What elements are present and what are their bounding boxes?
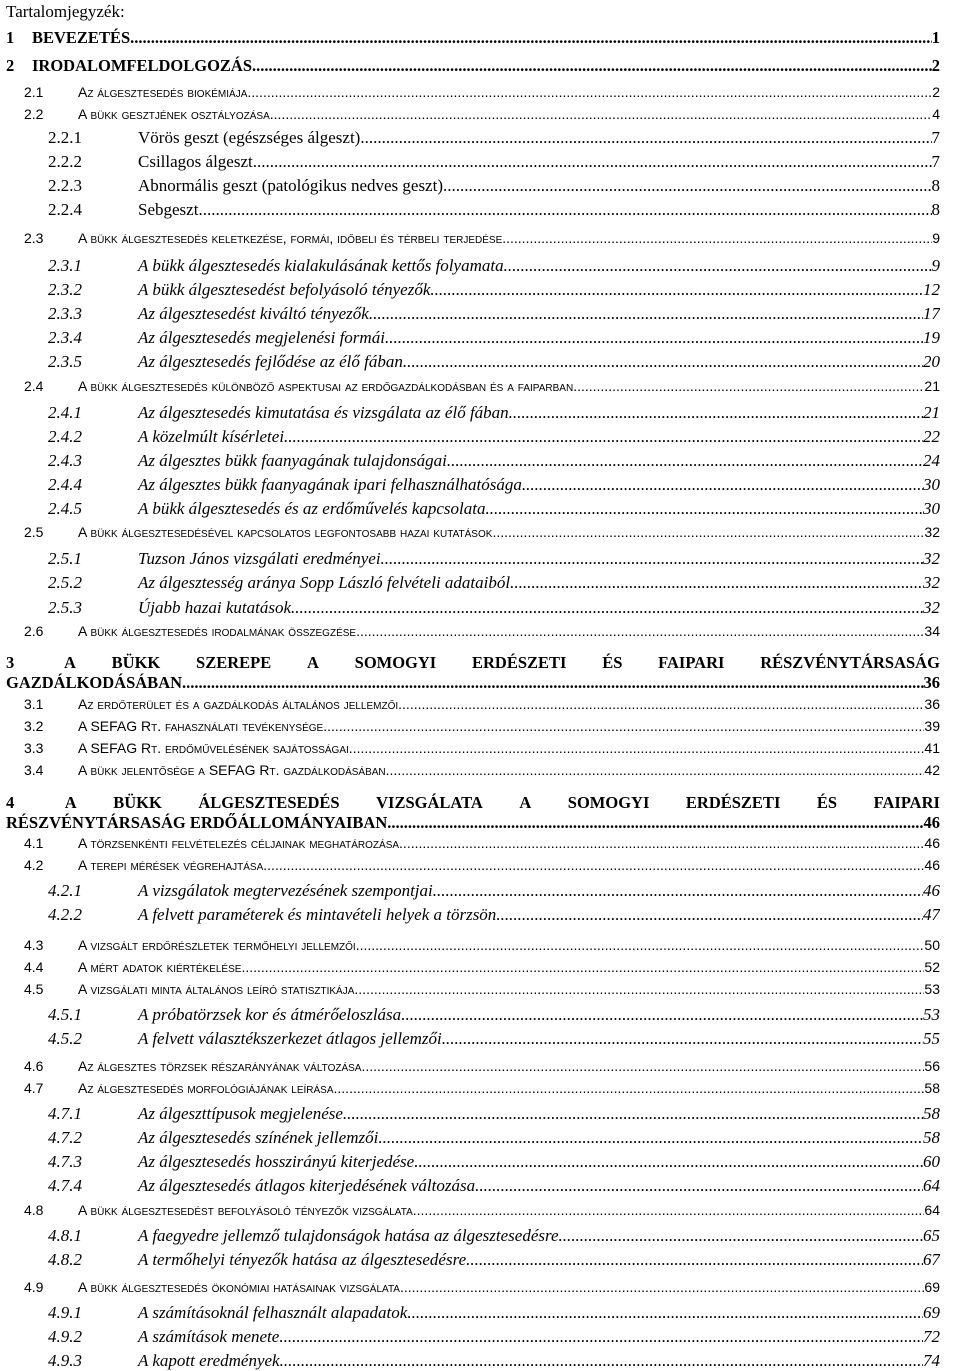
toc-entry-number: 3.1 [24,696,44,712]
toc-leader-dots [291,598,923,618]
toc-entry-number: 4.6 [24,1058,44,1074]
toc-entry-page: 12 [923,280,940,299]
toc-entry-word: ÉS [816,793,838,812]
toc-entry-page: 52 [924,959,940,975]
toc-leader-dots [334,1080,925,1096]
toc-entry-number: 4.7 [24,1080,44,1096]
toc-entry-level3[interactable] [48,1104,940,1124]
toc-entry-number: 3 [6,653,15,672]
toc-entry-level2[interactable] [24,937,940,953]
toc-entry-text: A bükk álgesztesedésével kapcsolatos legfontosabb hazai kutatások [78,524,493,540]
toc-entry-page: 32 [923,598,940,617]
toc-entry-page: 72 [923,1327,940,1346]
toc-entry-page: 58 [924,1080,940,1096]
toc-entry-number: 4.3 [24,937,44,953]
toc-entry-chapter-line1[interactable] [6,793,940,813]
toc-entry-page: 46 [923,813,940,832]
toc-entry-level3[interactable] [48,549,940,569]
toc-entry-page: 2 [932,84,940,100]
toc-leader-dots [400,1279,924,1295]
toc-leader-dots [280,1351,923,1371]
toc-leader-dots [492,524,924,540]
toc-entry-text: A bükk álgesztesedés kialakulásának kettős folyamata [138,256,504,275]
toc-entry-number: 2.4.5 [48,499,82,518]
toc-leader-dots [522,475,923,495]
toc-entry-number: 2.5.1 [48,549,82,568]
toc-leader-dots [475,1176,923,1196]
toc-entry-number: 4.9.2 [48,1327,82,1346]
toc-leader-dots [349,740,925,756]
toc-entry-number: 4.9 [24,1279,44,1295]
toc-entry-page: 53 [923,1005,940,1024]
toc-entry-text: A SEFAG Rt. fahasználati tevékenysége [78,718,324,734]
toc-entry-page: 22 [923,427,940,446]
toc-entry-text: Sebgeszt [138,200,199,219]
toc-entry-text: RÉSZVÉNYTÁRSASÁG ERDŐÁLLOMÁNYAIBAN [6,813,388,832]
toc-entry-number: 4.7.2 [48,1128,82,1147]
toc-leader-dots [442,1029,923,1049]
toc-leader-dots [386,762,925,778]
toc-entry-number: 3.4 [24,762,44,778]
toc-entry-page: 64 [924,1202,940,1218]
toc-leader-dots [279,1327,923,1347]
toc-entry-level2[interactable] [24,1202,940,1218]
toc-entry-level3[interactable] [48,475,940,495]
toc-entry-page: 46 [924,857,940,873]
toc-entry-number: 2.2.4 [48,200,82,219]
toc-entry-chapter-line2[interactable] [6,673,940,693]
toc-entry-page: 20 [923,352,940,371]
toc-entry-page: 58 [923,1104,940,1123]
toc-entry-level2[interactable] [24,378,940,394]
toc-entry-word: A [519,793,532,812]
toc-entry-page: 1 [931,28,940,47]
toc-entry-level2[interactable] [24,762,940,778]
toc-entry-word: SZEREPE [196,653,272,672]
toc-entry-number: 2.6 [24,623,44,639]
toc-entry-page: 41 [924,740,940,756]
toc-entry-level2[interactable] [24,1279,940,1295]
toc-entry-text: Az álgesztesedés színének jellemzői [138,1128,379,1147]
toc-entry-text: A felvett paraméterek és mintavételi helyek a törzsön [138,905,497,924]
toc-entry-level3[interactable] [48,256,940,276]
toc-entry-number: 2.4.4 [48,475,82,494]
toc-entry-number: 4.8 [24,1202,44,1218]
toc-entry-level2[interactable] [24,857,940,873]
toc-entry-number: 2.2.2 [48,152,82,171]
toc-entry-page: 9 [931,256,940,275]
toc-entry-level3[interactable] [48,352,940,372]
toc-entry-page: 17 [923,304,940,323]
toc-leader-dots [241,959,924,975]
toc-entry-word: BÜKK [113,793,162,812]
toc-entry-number: 2.5 [24,524,44,540]
toc-entry-page: 7 [931,128,940,147]
toc-entry-level2[interactable] [24,835,940,851]
toc-entry-level2[interactable] [24,1058,940,1074]
toc-entry-level3[interactable] [48,598,940,618]
toc-entry-text: A számítások menete [138,1327,280,1346]
toc-entry-text: A bükk álgesztesedést befolyásoló tényezők vizsgálata [78,1202,413,1218]
toc-entry-word: SOMOGYI [567,793,650,812]
toc-entry-text: Az álgesztes törzsek részarányának változása [78,1058,362,1074]
toc-leader-dots [496,905,923,925]
toc-entry-level3[interactable] [48,427,940,447]
toc-leader-dots [502,230,932,246]
toc-entry-number: 2.5.2 [48,573,82,592]
toc-entry-number: 2.3.1 [48,256,82,275]
toc-leader-dots [443,176,932,196]
toc-entry-text: A faegyedre jellemző tulajdonságok hatása az álgesztesedésre [138,1226,559,1245]
toc-entry-level3[interactable] [48,499,940,519]
toc-entry-level3[interactable] [48,881,940,901]
toc-leader-dots [182,673,923,693]
toc-entry-level3[interactable] [48,1303,940,1323]
toc-entry-level3[interactable] [48,1250,940,1270]
toc-entry-number: 3.2 [24,718,44,734]
toc-entry-level2[interactable] [24,230,940,246]
toc-leader-dots [360,128,931,148]
toc-entry-text: Vörös geszt (egészséges álgeszt) [138,128,361,147]
toc-leader-dots [403,352,923,372]
toc-entry-page: 42 [924,762,940,778]
toc-entry-level3[interactable] [48,304,940,324]
toc-entry-page: 32 [923,573,940,592]
toc-entry-text: Az álgesztes bükk faanyagának ipari felhasználhatósága [138,475,522,494]
toc-entry-page: 8 [931,176,940,195]
toc-entry-text: BEVEZETÉS [32,28,131,47]
toc-entry-level3[interactable] [48,280,940,300]
toc-entry-text: A bükk jelentősége a SEFAG Rt. gazdálkodásában [78,762,386,778]
toc-entry-level2[interactable] [24,959,940,975]
toc-entry-number: 4.5.1 [48,1005,82,1024]
toc-leader-dots [381,549,923,569]
toc-entry-number: 2.4.2 [48,427,82,446]
toc-leader-dots [253,152,932,172]
toc-leader-dots [369,304,923,324]
toc-entry-level2[interactable] [24,524,940,540]
toc-leader-dots [407,1303,923,1323]
toc-entry-word: RÉSZVÉNYTÁRSASÁG [760,653,940,672]
toc-leader-dots [433,881,923,901]
toc-entry-page: 65 [923,1226,940,1245]
toc-entry-level3[interactable] [48,573,940,593]
toc-entry-page: 30 [923,499,940,518]
toc-entry-level3[interactable] [48,128,940,148]
toc-entry-number: 2.3.2 [48,280,82,299]
toc-entry-text: Az álgesztes bükk faanyagának tulajdonságai [138,451,447,470]
toc-leader-dots [130,28,932,48]
toc-leader-dots [559,1226,923,1246]
toc-entry-text: Újabb hazai kutatások [138,598,291,617]
toc-leader-dots [447,451,923,471]
toc-leader-dots [270,106,932,122]
toc-entry-number: 2.5.3 [48,598,82,617]
toc-entry-number: 4.5.2 [48,1029,82,1048]
toc-entry-number: 4.8.1 [48,1226,82,1245]
toc-entry-number: 2.3.4 [48,328,82,347]
toc-entry-page: 36 [923,673,940,692]
toc-leader-dots [385,328,923,348]
toc-entry-text: A próbatörzsek kor és átmérőeloszlása [138,1005,402,1024]
toc-entry-word: ÉS [602,653,623,672]
toc-entry-page: 60 [923,1152,940,1171]
toc-entry-word: FAIPARI [873,793,940,812]
toc-entry-text: GAZDÁLKODÁSÁBAN [6,673,183,692]
toc-leader-dots [413,1202,925,1218]
toc-entry-page: 56 [924,1058,940,1074]
toc-entry-word: SOMOGYI [354,653,437,672]
toc-entry-text: Abnormális geszt (patológikus nedves geszt) [138,176,443,195]
toc-entry-text: Az álgesztesedés biokémiája [78,84,248,100]
toc-leader-dots [378,1128,923,1148]
toc-entry-text: A mért adatok kiértékelése [78,959,242,975]
toc-entry-word: BÜKK [111,653,161,672]
toc-entry-word: ERDÉSZETI [471,653,567,672]
toc-entry-number: 4.4 [24,959,44,975]
toc-entry-text: Az álgeszttípusok megjelenése [138,1104,343,1123]
toc-entry-text: A számításoknál felhasznált alapadatok [138,1303,408,1322]
toc-leader-dots [323,718,924,734]
toc-entry-level3[interactable] [48,1351,940,1371]
toc-leader-dots [387,813,923,833]
toc-entry-text: A termőhelyi tényezők hatása az álgesztesedésre [138,1250,467,1269]
toc-entry-level3[interactable] [48,176,940,196]
toc-entry-text: Az álgesztesedés hosszirányú kiterjedése [138,1152,415,1171]
toc-entry-number: 4.1 [24,835,44,851]
toc-entry-text: A bükk álgesztesedést befolyásoló tényezők [138,280,431,299]
toc-entry-text: A bükk gesztjének osztályozása [78,106,270,122]
toc-entry-number: 2.3.5 [48,352,82,371]
toc-entry-page: 67 [923,1250,940,1269]
toc-entry-page: 34 [924,623,940,639]
toc-entry-text: A bükk álgesztesedés ökonómiai hatásainak vizsgálata [78,1279,400,1295]
toc-leader-dots [485,499,923,519]
toc-entry-text: Az álgesztesedés fejlődése az élő fában [138,352,403,371]
toc-leader-dots [252,56,932,76]
toc-entry-page: 50 [924,937,940,953]
toc-entry-word: ÁLGESZTESEDÉS [198,793,340,812]
toc-title: Tartalomjegyzék: [6,2,125,21]
toc-leader-dots [509,403,923,423]
toc-entry-level2[interactable] [24,740,940,756]
toc-leader-dots [414,1152,923,1172]
toc-leader-dots [356,937,925,953]
toc-entry-number: 2.1 [24,84,44,100]
toc-leader-dots [466,1250,923,1270]
toc-entry-number: 4.7.4 [48,1176,82,1195]
toc-entry-page: 32 [923,549,940,568]
toc-entry-level1[interactable] [6,28,940,48]
toc-entry-page: 21 [924,378,940,394]
toc-entry-level3[interactable] [48,451,940,471]
toc-leader-dots [401,1005,923,1025]
toc-leader-dots [247,84,932,100]
toc-entry-number: 4.2 [24,857,44,873]
toc-entry-number: 4.2.1 [48,881,82,900]
toc-entry-level3[interactable] [48,1176,940,1196]
toc-entry-chapter-line1[interactable] [6,653,940,673]
toc-entry-page: 9 [932,230,940,246]
toc-entry-number: 4.8.2 [48,1250,82,1269]
toc-entry-page: 36 [924,696,940,712]
toc-entry-text: IRODALOMFELDOLGOZÁS [32,56,253,75]
toc-entry-number: 4.9.1 [48,1303,82,1322]
toc-entry-level2[interactable] [24,1080,940,1096]
toc-entry-number: 2 [6,56,15,75]
toc-entry-word: VIZSGÁLATA [376,793,483,812]
toc-entry-text: A terepi mérések végrehajtása [78,857,264,873]
toc-leader-dots [573,378,924,394]
toc-leader-dots [343,1104,923,1124]
toc-entry-level3[interactable] [48,152,940,172]
toc-entry-page: 53 [924,981,940,997]
toc-entry-page: 69 [923,1303,940,1322]
toc-entry-text: Tuzson János vizsgálati eredményei [138,549,381,568]
toc-entry-text: Az álgesztesedés morfológiájának leírása [78,1080,334,1096]
toc-entry-number: 2.4 [24,378,44,394]
toc-entry-page: 32 [924,524,940,540]
toc-entry-number: 2.4.3 [48,451,82,470]
toc-entry-text: Az álgesztesedés átlagos kiterjedésének változása [138,1176,476,1195]
toc-entry-page: 19 [923,328,940,347]
toc-entry-word: ERDÉSZETI [685,793,781,812]
toc-leader-dots [198,200,931,220]
toc-entry-page: 8 [931,200,940,219]
toc-entry-text: Csillagos álgeszt [138,152,253,171]
toc-entry-page: 24 [923,451,940,470]
toc-entry-number: 4.7.3 [48,1152,82,1171]
toc-entry-number: 2.2 [24,106,44,122]
toc-entry-page: 30 [923,475,940,494]
toc-leader-dots [504,256,932,276]
toc-leader-dots [356,623,924,639]
toc-entry-page: 55 [923,1029,940,1048]
toc-entry-number: 2.4.1 [48,403,82,422]
toc-entry-level3[interactable] [48,905,940,925]
toc-entry-text: A bükk álgesztesedés és az erdőművelés kapcsolata [138,499,486,518]
toc-entry-page: 58 [923,1128,940,1147]
toc-entry-text: A kapott eredmények [138,1351,280,1370]
toc-entry-page: 69 [924,1279,940,1295]
toc-entry-level3[interactable] [48,1226,940,1246]
toc-entry-page: 39 [924,718,940,734]
toc-entry-text: A felvett választékszerkezet átlagos jellemzői [138,1029,442,1048]
toc-entry-word: A [64,793,77,812]
toc-entry-level3[interactable] [48,1005,940,1025]
toc-entry-number: 1 [6,28,15,47]
toc-leader-dots [284,427,923,447]
toc-entry-level3[interactable] [48,403,940,423]
toc-entry-text: A bükk álgesztesedés keletkezése, formái, időbeli és térbeli terjedése [78,230,503,246]
toc-entry-level3[interactable] [48,200,940,220]
toc-entry-page: 74 [923,1351,940,1370]
toc-leader-dots [263,857,924,873]
toc-leader-dots [361,1058,924,1074]
toc-leader-dots [430,280,923,300]
toc-entry-level1[interactable] [6,56,940,76]
toc-entry-level2[interactable] [24,718,940,734]
toc-entry-text: Az erdőterület és a gazdálkodás általános jellemzői [78,696,399,712]
toc-entry-text: Az álgesztesedés kimutatása és vizsgálata az élő fában [138,403,509,422]
toc-entry-page: 46 [924,835,940,851]
toc-entry-page: 64 [923,1176,940,1195]
toc-entry-number: 4.2.2 [48,905,82,924]
toc-entry-word: FAIPARI [658,653,725,672]
toc-entry-text: A vizsgálati minta általános leíró statisztikája [78,981,355,997]
toc-entry-page: 4 [932,106,940,122]
toc-entry-level3[interactable] [48,1128,940,1148]
toc-entry-number: 4.5 [24,981,44,997]
toc-entry-number: 4.9.3 [48,1351,82,1370]
toc-entry-text: A törzsenkénti felvételezés céljainak meghatározása [78,835,400,851]
toc-entry-number: 4 [6,793,15,812]
toc-leader-dots [398,696,924,712]
toc-entry-number: 2.3 [24,230,44,246]
toc-leader-dots [399,835,924,851]
toc-leader-dots [354,981,924,997]
toc-entry-text: A bükk álgesztesedés különböző aspektusai az erdőgazdálkodásban és a faiparban [78,378,574,394]
toc-entry-level2[interactable] [24,84,940,100]
toc-entry-text: Az álgesztesség aránya Sopp László felvételi adataiból [138,573,511,592]
toc-entry-text: A bükk álgesztesedés irodalmának összegzése [78,623,357,639]
toc-entry-page: 7 [931,152,940,171]
toc-entry-number: 2.2.1 [48,128,82,147]
toc-entry-number: 4.7.1 [48,1104,82,1123]
toc-entry-level2[interactable] [24,106,940,122]
toc-entry-page: 21 [923,403,940,422]
toc-entry-text: A vizsgált erdőrészletek termőhelyi jellemzői [78,937,356,953]
toc-entry-text: A vizsgálatok megtervezésének szempontjai [138,881,433,900]
toc-entry-number: 3.3 [24,740,44,756]
toc-entry-level2[interactable] [24,696,940,712]
toc-entry-text: Az álgesztesedés megjelenési formái [138,328,385,347]
toc-entry-number: 2.3.3 [48,304,82,323]
toc-entry-page: 2 [931,56,940,75]
toc-entry-level2[interactable] [24,623,940,639]
toc-leader-dots [510,573,923,593]
toc-entry-number: 2.2.3 [48,176,82,195]
toc-entry-word: A [306,653,319,672]
toc-entry-level3[interactable] [48,1029,940,1049]
toc-entry-level2[interactable] [24,981,940,997]
toc-entry-word: A [64,653,76,672]
toc-entry-page: 46 [923,881,940,900]
toc-entry-level3[interactable] [48,1152,940,1172]
toc-entry-text: A SEFAG Rt. erdőművelésének sajátosságai [78,740,349,756]
toc-entry-chapter-line2[interactable] [6,813,940,833]
toc-entry-level3[interactable] [48,328,940,348]
toc-entry-text: Az álgesztesedést kiváltó tényezők [138,304,369,323]
toc-entry-text: A közelmúlt kísérletei [138,427,285,446]
toc-entry-level3[interactable] [48,1327,940,1347]
toc-entry-page: 47 [923,905,940,924]
